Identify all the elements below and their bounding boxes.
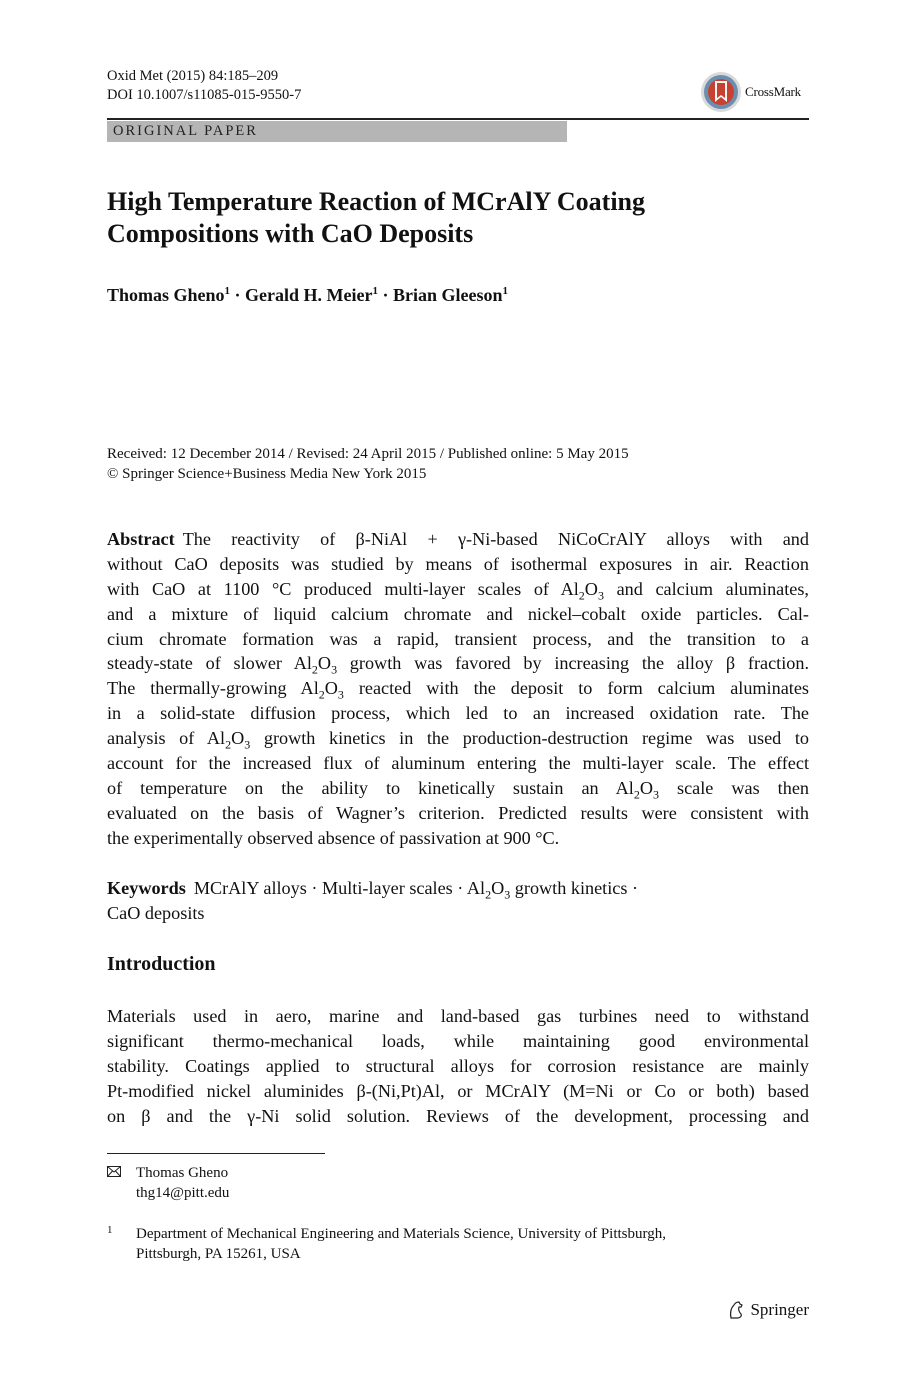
- crossmark-badge[interactable]: [700, 70, 812, 114]
- abstract-line: and a mixture of liquid calcium chromate and nickel–cobalt oxide particles. Cal-: [107, 603, 809, 624]
- copyright-line: © Springer Science+Business Media New York 2015: [107, 466, 427, 482]
- affiliation-line: Department of Mechanical Engineering and Materials Science, University of Pittsburgh,: [136, 1226, 666, 1242]
- abstract-line: of temperature on the ability to kinetically sustain an $Al_2O_3$ scale was then: [107, 777, 809, 802]
- crossmark-icon: [700, 71, 742, 113]
- envelope-icon: [107, 1163, 125, 1183]
- abstract-line: the experimentally observed absence of passivation at 900 °C.: [107, 827, 560, 848]
- abstract-line: analysis of $Al_2O_3$ growth kinetics in the production-destruction regime was used to: [107, 728, 809, 752]
- article-type-label: ORIGINAL PAPER: [113, 123, 258, 139]
- abstract-line: with CaO at 1100 °C produced multi-layer scales of $Al_2O_3$ and calcium aluminates,: [107, 578, 809, 603]
- body-line: Materials used in aero, marine and land-based gas turbines need to withstand: [107, 1006, 809, 1026]
- section-heading-introduction: Introduction: [107, 953, 216, 975]
- body-line: stability. Coatings applied to structural alloys for corrosion resistance are mainly: [107, 1055, 809, 1076]
- contact-name: Thomas Gheno: [136, 1165, 229, 1181]
- publication-history: [107, 444, 629, 484]
- journal-citation: Oxid Met (2015) 84:185–209: [107, 68, 279, 84]
- abstract-line: The thermally-growing $Al_2O_3$ reacted with the deposit to form calcium aluminates: [107, 678, 809, 702]
- author-separator: ·: [234, 285, 241, 305]
- contact-email[interactable]: thg14@pitt.edu: [136, 1185, 230, 1201]
- abstract-line: Abstract The reactivity of β-NiAl + γ-Ni-based NiCoCrAlY alloys with and: [107, 529, 809, 549]
- article-type-badge: [107, 121, 567, 142]
- keywords-heading: Keywords: [107, 878, 186, 898]
- affiliation-line: Pittsburgh, PA 15261, USA: [136, 1246, 301, 1262]
- body-line: Pt-modified nickel aluminides β-(Ni,Pt)Al, or MCrAlY (M=Ni or Co or both) based: [107, 1080, 809, 1101]
- abstract-line: without CaO deposits was studied by means of isothermal exposures in air. Reaction: [107, 553, 809, 574]
- crossmark-label: CrossMark: [745, 84, 801, 99]
- corresponding-author: [107, 1163, 229, 1203]
- affiliation-number: 1: [107, 1224, 113, 1236]
- publisher-logo: [727, 1300, 809, 1320]
- journal-meta: [107, 67, 301, 105]
- abstract: [107, 527, 809, 851]
- author-separator: ·: [382, 285, 389, 305]
- affiliation-mark: 1: [372, 285, 378, 297]
- paper-title: [107, 186, 807, 250]
- author-name[interactable]: Gerald H. Meier: [245, 285, 373, 305]
- keywords-line: Keywords MCrAlY alloys · Multi-layer scales · $Al_2O_3$ growth kinetics ·: [107, 878, 639, 902]
- dates-line: Received: 12 December 2014 / Revised: 24 April 2015 / Published online: 5 May 2015: [107, 446, 629, 462]
- abstract-line: steady-state of slower $Al_2O_3$ growth was favored by increasing the alloy β fraction.: [107, 653, 810, 678]
- publisher-name: Springer: [750, 1300, 809, 1319]
- body-line: on β and the γ-Ni solid solution. Reviews of the development, processing and: [107, 1105, 809, 1126]
- title-line-1: High Temperature Reaction of MCrAlY Coating: [107, 187, 646, 216]
- affiliation-mark: 1: [502, 285, 509, 297]
- author-name[interactable]: Thomas Gheno: [107, 285, 225, 305]
- author-list: [107, 285, 508, 306]
- keywords: [107, 876, 809, 926]
- author-name[interactable]: Brian Gleeson: [393, 285, 503, 305]
- body-line: significant thermo-mechanical loads, while maintaining good environmental: [107, 1030, 809, 1051]
- keywords-line: CaO deposits: [107, 903, 205, 923]
- header-rule: [107, 118, 809, 120]
- abstract-line: evaluated on the basis of Wagner’s criterion. Predicted results were consistent with: [107, 802, 809, 823]
- footnote-rule: [107, 1153, 325, 1154]
- title-line-2: Compositions with CaO Deposits: [107, 219, 474, 248]
- introduction-body: [107, 1004, 809, 1128]
- abstract-line: cium chromate formation was a rapid, transient process, and the transition to a: [107, 628, 809, 649]
- affiliation-mark: 1: [224, 285, 231, 297]
- doi: DOI 10.1007/s11085-015-9550-7: [107, 87, 302, 103]
- abstract-line: account for the increased flux of aluminum entering the multi-layer scale. The effect: [107, 753, 809, 774]
- affiliation: [107, 1224, 776, 1264]
- abstract-line: in a solid-state diffusion process, which led to an increased oxidation rate. The: [107, 703, 809, 724]
- springer-horse-icon: [727, 1300, 745, 1320]
- abstract-heading: Abstract: [107, 529, 175, 549]
